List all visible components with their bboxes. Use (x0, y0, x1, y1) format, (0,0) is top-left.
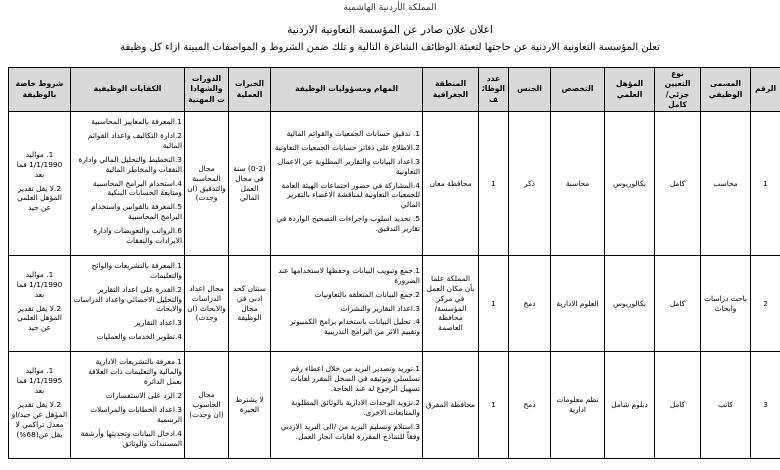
condition-item: 1. مواليد 1/1/1995 فما بعد (16, 366, 63, 396)
cell-type: كامل (655, 256, 701, 352)
cell-region: محافظة المفرق (423, 352, 479, 459)
cell-count: 1 (479, 256, 509, 352)
col-header-duties: المهام ومسؤوليات الوظيفة (271, 68, 423, 112)
col-header-region: المنطقة الجغرافية (423, 68, 479, 112)
duty-item: 1.جمع وتبويب البيانات وحفظها لاستخدامها عند الضرورة (278, 265, 420, 285)
cell-duties (271, 112, 423, 256)
condition-item: 1. مواليد 1/1/1990 فما بعد (16, 149, 63, 179)
col-header-experience: الخبرات العملية (229, 68, 271, 112)
cell-title: باحث دراسات وابحاث (701, 256, 751, 352)
announcement-title: اعلان علان صادر عن المؤسسة التعاونية الاردنية (287, 24, 493, 36)
competency-item: 3.اعداد التقارير (134, 318, 182, 328)
cell-qualification: دبلوم شامل (605, 352, 655, 459)
cell-competencies (71, 352, 185, 459)
col-header-qualification: المؤهل العلمي (605, 68, 655, 112)
cell-duties (271, 352, 423, 459)
col-header-competencies: الكفايات الوظيفية (71, 68, 185, 112)
cell-specialty: نظم معلومات ادارية (551, 352, 605, 459)
col-header-title: المسمى الوظيفي (701, 68, 751, 112)
col-header-count: عدد الوظائف (479, 68, 509, 112)
col-header-conditions: شروط خاصة بالوظيفة (9, 68, 71, 112)
competency-item: 5.المعرفة بالقوانين واستخدام البرامج المحاسبية (91, 202, 182, 222)
duty-item: 3.استلام وتسليم البريد من /الى البريد الاردني وفقاً للنماذج المقررة لغايات انجاز العمل. (280, 421, 420, 441)
duty-item: 5. تحديد اسلوب واجراءات التصحيح الواردة في تقارير التدقيق. (276, 214, 420, 234)
announcement-subtitle: تعلن المؤسسة التعاونية الاردنية عن حاجتها لتعبئة الوظائف الشاغرة التالية و تلك ضمن الشروط و المواصفات المبينة ازاء كل وظيفة (120, 42, 660, 53)
cell-num: 1 (751, 112, 780, 256)
condition-item: 2.لا يقل تقدير المؤهل العلمي عن جيد (17, 183, 62, 213)
duty-item: 1.توريد وتصدير البريد من خلال اعطاء رقم تسلسلي وتوثيقه في السجل المقرر لغايات تسهيل الرجوع له عند الحاجة. (290, 364, 420, 394)
cell-title: كاتب (701, 352, 751, 459)
cell-experience: سنتان كحد ادنى في مجال الوظيفة (229, 256, 271, 352)
table-row (9, 112, 780, 256)
competency-item: 4.تطوير الخدمات والعمليات (96, 332, 182, 342)
cell-type: كامل (655, 352, 701, 459)
jobs-table (8, 67, 780, 459)
cell-specialty: العلوم الادارية (551, 256, 605, 352)
table-row (9, 352, 780, 459)
cell-experience: لا يشترط الخبرة (229, 352, 271, 459)
cell-specialty: محاسبة (551, 112, 605, 256)
cell-gender: ذكر (509, 112, 551, 256)
col-header-type: نوع التعيين جزئي/كامل (655, 68, 701, 112)
competency-item: 1.معرفة بالتشريعات الادارية والمالية والتعليمات ذات العلاقة بعمل الدائرة (88, 357, 182, 387)
cell-count: 1 (479, 112, 509, 256)
cell-region: المملكة علما بأن مكان العمل في مركز المؤسسة/ محافظة العاصمة (423, 256, 479, 352)
condition-item: 2.لا يقل تقدير المؤهل العلمي عن جيد (17, 303, 62, 333)
duty-item: 1. تدقيق حسابات الجمعيات والقوائم المالية (286, 128, 420, 138)
duty-item: 2.الاطلاع على دفاتر حسابات الجمعيات التعاونية (274, 142, 420, 152)
cell-gender: دمج (509, 352, 551, 459)
condition-item: 1. مواليد 1/1/1990 فما بعد (16, 269, 63, 299)
cell-type: كامل (655, 112, 701, 256)
cell-courses: مجال المحاسبة والتدقيق (ان وجدت) (185, 112, 229, 256)
cell-num: 2 (751, 256, 780, 352)
cell-conditions (9, 112, 71, 256)
duty-item: 2.جمع البيانات المتعلقه بالتعاونيات (314, 289, 420, 299)
cell-gender: دمج (509, 256, 551, 352)
duty-item: 3.اعداد التقارير والنشرات (340, 303, 420, 313)
cell-count: 1 (479, 352, 509, 459)
col-header-specialty: التخصص (551, 68, 605, 112)
condition-item: 2.لا يقل تقدير المؤهل عن جيد/او معدل تراكمي لا يقل عن(68%) (11, 400, 68, 439)
cell-title: محاسب (701, 112, 751, 256)
competency-item: 3.اعداد الخطابات والمراسلات الرسمية (90, 405, 182, 424)
duty-item: 4. تحليل البيانات باستخدام برامج الكمبيوتر وتقييم الاثر من البرامج التدريبية (289, 317, 420, 337)
competency-item: 1.المعرفة بالتشريعات والوائح والتعليمات (91, 260, 182, 280)
cell-courses: مجال اعداد الدراسات والابحاث (ان وجدت) (185, 256, 229, 352)
competency-item: 2.الرد على الاستفسارات (105, 391, 182, 401)
cell-conditions (9, 256, 71, 352)
duty-item: 3.اعداد البيانات والتقارير المطلوبة عن الاعمال التعاونية (277, 156, 420, 176)
cell-conditions (9, 352, 71, 459)
cell-qualification: بكالوريوس (605, 112, 655, 256)
cell-competencies (71, 256, 185, 352)
duty-item: 4.المشاركة في حضور اجتماعات الهيئة العامة للجمعيات التعاونية لمناقشة الاعضاء بالتقرير المالي (281, 180, 420, 210)
competency-item: 2.ادارة التكاليف واعداد القوائم المالية (87, 130, 182, 150)
col-header-gender: الجنس (509, 68, 551, 112)
cell-courses: مجال الحاسوب (ان وجدت) (185, 352, 229, 459)
col-header-courses: الدورات والشهادات المهنية (185, 68, 229, 112)
cell-qualification: بكالوريوس (605, 256, 655, 352)
duty-item: 2.تزويد الوحدات الادارية بالوثائق المطلوبة والمتابعات الاخرى. (291, 398, 420, 417)
cell-experience: (0-2) سنة في مجال العمل المالي (229, 112, 271, 256)
competency-item: 1.المعرفة بالمعايير المحاسبية (91, 116, 182, 126)
col-header-num: الرقم (751, 68, 780, 112)
cell-num: 3 (751, 352, 780, 459)
competency-item: 2.القدرة على اعداد التقارير والتحليل الاحصائي واعداد الدراسات والابحاث (73, 284, 182, 314)
competency-item: 6.الرواتب والتعويضات وادارة الايرادات والنفقات (93, 226, 182, 246)
cell-competencies (71, 112, 185, 256)
table-row (9, 256, 780, 352)
cell-duties (271, 256, 423, 352)
competency-item: 4.استخدام البرامج المحاسبية ومتابعة الحسابات البنكية (92, 178, 182, 198)
competency-item: 3.التخطيط والتحليل المالي وادارة النفقات والمخاطر المالية (78, 154, 182, 174)
cell-region: محافظة معان (423, 112, 479, 256)
table-header-row (9, 68, 780, 112)
logo: المملكة الأردنية الهاشمية (343, 3, 437, 13)
competency-item: 4.ادخال البيانات وتحديثها وأرشفة المستندات والوثائق (80, 428, 182, 448)
